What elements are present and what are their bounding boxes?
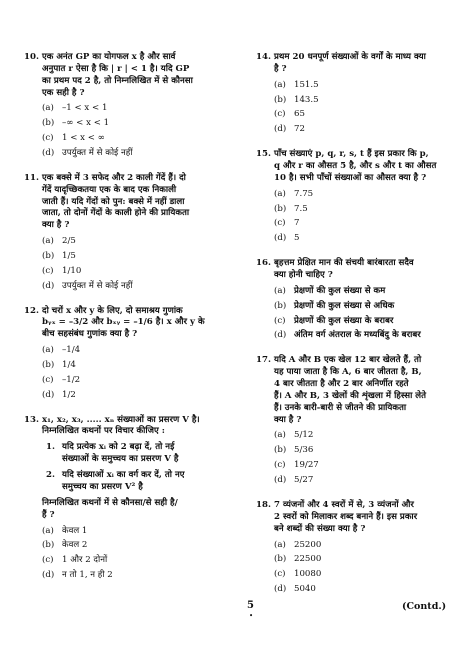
option-b: [42, 251, 236, 263]
options: [42, 236, 236, 292]
question-11: [24, 173, 236, 293]
options: [42, 345, 236, 401]
question-text: [274, 500, 456, 536]
option-text: प्रेक्षणों की कुल संख्या के बराबर: [294, 315, 394, 326]
question-line: गेंदें यादृच्छिकतया एक के बाद एक निकाली: [42, 184, 177, 195]
question-number: 18.: [256, 499, 271, 510]
option-a: [274, 540, 456, 552]
question-line: बृहत्तम प्रेक्षित मान की संचयी बारंबारता सदैव: [274, 258, 414, 269]
option-text: 1 और 2 दोनों: [62, 555, 108, 566]
option-a: [42, 526, 236, 538]
option-b: [274, 301, 456, 313]
question-text: [42, 52, 236, 99]
option-c: [274, 109, 456, 121]
question-number: 12.: [24, 305, 39, 316]
option-label: (a): [42, 525, 54, 536]
question-17: [256, 355, 456, 487]
option-label: (d): [274, 124, 287, 135]
statement-2: [42, 470, 236, 494]
option-a: [42, 103, 236, 115]
option-label: (a): [274, 539, 286, 550]
statement-number: 2.: [46, 470, 55, 481]
question-line: क्या होनी चाहिए ?: [274, 270, 333, 281]
question-number: 17.: [256, 355, 271, 366]
option-b: [274, 95, 456, 107]
option-label: (a): [42, 345, 54, 356]
option-label: (c): [274, 218, 286, 229]
option-text: प्रेक्षणों की कुल संख्या से कम: [294, 285, 386, 296]
option-label: (b): [274, 203, 287, 214]
option-label: (c): [42, 555, 54, 566]
option-d: [274, 475, 456, 487]
question-13: [24, 415, 236, 582]
question-line: है ?: [274, 63, 287, 74]
question-line: बने शब्दों की संख्या क्या है ?: [274, 523, 366, 534]
option-label: (c): [42, 265, 54, 276]
question-number: 16.: [256, 258, 271, 269]
option-text: 5/27: [294, 475, 314, 486]
option-text: 72: [294, 124, 305, 135]
option-d: [42, 148, 236, 160]
statement-1: [42, 442, 236, 466]
option-text: –1/4: [62, 345, 81, 356]
question-line: bᵧₓ = –3/2 और bₓᵧ = –1/6 है। x और y के: [42, 317, 205, 328]
question-line: पाँच संख्याएं p, q, r, s, t हैं इस प्रकार कि p,: [274, 149, 429, 160]
option-label: (a): [42, 236, 54, 247]
option-label: (b): [42, 251, 55, 262]
option-label: (c): [274, 460, 286, 471]
option-text: 5/36: [294, 445, 314, 456]
question-line: 7 व्यंजनों और 4 स्वरों में से, 3 व्यंजनों और: [274, 499, 414, 510]
option-label: (b): [42, 540, 55, 551]
question-line: हैं ?: [42, 509, 55, 520]
option-d: [42, 570, 236, 582]
statement-line: समुच्चय का प्रसरण V² है: [62, 481, 143, 492]
option-text: 1/10: [62, 265, 82, 276]
option-c: [274, 460, 456, 472]
question-line: q और r का औसत 5 है, और s और t का औसत: [274, 161, 437, 172]
option-c: [274, 218, 456, 230]
option-d: [42, 390, 236, 402]
option-d: [274, 330, 456, 342]
question-text: [42, 306, 236, 342]
option-label: (a): [274, 79, 286, 90]
options: [274, 540, 456, 596]
option-a: [274, 286, 456, 298]
question-16: [256, 258, 456, 342]
question-line: यदि A और B एक खेल 12 बार खेलते हैं, तो: [274, 355, 422, 366]
question-line: निम्नलिखित कथनों में से कौनसा/से सही है/: [42, 497, 178, 508]
option-text: 5: [294, 233, 300, 244]
question-number: 14.: [256, 52, 271, 62]
option-label: (d): [42, 570, 55, 581]
question-text: [42, 173, 236, 232]
option-text: 1/5: [62, 251, 76, 262]
option-label: (d): [42, 389, 55, 400]
option-text: अंतिम वर्ग अंतराल के मध्यबिंदु के बराबर: [294, 330, 421, 341]
option-d: [42, 281, 236, 293]
option-b: [274, 204, 456, 216]
option-label: (b): [274, 554, 287, 565]
option-a: [42, 236, 236, 248]
option-a: [274, 80, 456, 92]
option-b: [42, 540, 236, 552]
question-line: जाता, तो दोनों गेंदों के काली होने की प्रायिकता: [42, 208, 190, 219]
option-text: केवल 2: [62, 540, 88, 551]
option-text: 65: [294, 109, 305, 120]
question-line: अनुपात r ऐसा है कि | r | < 1 है। यदि GP: [42, 63, 190, 74]
option-b: [274, 445, 456, 457]
question-line: एक सही है ?: [42, 87, 85, 98]
question-text: [274, 52, 456, 76]
question-text: [274, 149, 456, 185]
option-text: 5/12: [294, 430, 314, 441]
question-line: दो चरों x और y के लिए, दो समाश्रय गुणांक: [42, 305, 183, 316]
option-label: (a): [274, 430, 286, 441]
option-text: 7: [294, 218, 300, 229]
option-text: –∞ < x < 1: [62, 118, 110, 129]
option-text: 1/2: [62, 389, 76, 400]
statement-line: यदि प्रत्येक xᵢ को 2 बढ़ा दें, तो नई: [62, 442, 175, 453]
options: [274, 80, 456, 136]
option-d: [274, 233, 456, 245]
question-18: [256, 500, 456, 596]
question-line: का प्रथम पद 2 है, तो निम्नलिखित में से कौनसा: [42, 75, 193, 86]
option-label: (a): [274, 285, 286, 296]
statement-number: 1.: [46, 442, 55, 453]
option-text: केवल 1: [62, 525, 88, 536]
question-line: यह पाया जाता है कि A, 6 बार जीतता है, B,: [274, 367, 422, 378]
question-15: [256, 149, 456, 245]
option-label: (d): [42, 280, 55, 291]
option-c: [42, 375, 236, 387]
question-line: एक अनंत GP का योगफल x है और सार्व: [42, 52, 176, 62]
left-column: [24, 52, 236, 585]
question-12: [24, 306, 236, 402]
option-text: 1 < x < ∞: [62, 133, 105, 144]
option-label: (b): [42, 360, 55, 371]
option-label: (d): [274, 584, 287, 595]
option-label: (c): [274, 109, 286, 120]
page-mark: •: [249, 612, 254, 620]
page-number: 5: [247, 600, 254, 611]
option-label: (b): [274, 94, 287, 105]
question-line: 4 बार जीतता है और 2 बार अनिर्णीत रहते: [274, 379, 409, 390]
question-line: क्या है ?: [42, 220, 70, 231]
options: [274, 286, 456, 342]
continued-label: (Contd.): [402, 601, 447, 612]
option-text: –1/2: [62, 374, 81, 385]
option-a: [42, 345, 236, 357]
option-label: (c): [42, 374, 54, 385]
option-label: (a): [42, 103, 54, 114]
option-a: [274, 189, 456, 201]
option-text: 22500: [294, 554, 322, 565]
option-text: 7.75: [294, 188, 314, 199]
option-label: (d): [42, 148, 55, 159]
option-label: (c): [274, 569, 286, 580]
option-text: 10080: [294, 569, 322, 580]
option-text: प्रेक्षणों की कुल संख्या से अधिक: [294, 300, 395, 311]
option-b: [274, 554, 456, 566]
question-text: [274, 258, 456, 282]
option-text: 1/4: [62, 360, 76, 371]
question-number: 10.: [24, 52, 39, 62]
option-c: [274, 569, 456, 581]
option-text: उपर्युक्त में से कोई नहीं: [62, 280, 133, 291]
option-b: [42, 118, 236, 130]
option-text: –1 < x < 1: [62, 103, 108, 114]
question-line: हैं। उनके बारी-बारी से जीतने की प्रायिकता: [274, 402, 407, 413]
option-text: 7.5: [294, 203, 308, 214]
question-line: बीच सहसंबंध गुणांक क्या है ?: [42, 329, 138, 340]
option-label: (d): [274, 475, 287, 486]
question-14: [256, 52, 456, 136]
option-text: 151.5: [294, 79, 319, 90]
question-line: जाती हैं। यदि गेंदों को पुन: बक्से में नहीं डाला: [42, 196, 185, 207]
option-text: 143.5: [294, 94, 319, 105]
option-c: [42, 266, 236, 278]
option-c: [42, 555, 236, 567]
right-column: [256, 52, 456, 599]
option-text: 2/5: [62, 236, 76, 247]
question-line: 10 है। सभी पाँचों संख्याओं का औसत क्या है ?: [274, 172, 427, 183]
option-label: (c): [42, 133, 54, 144]
statement-line: यदि संख्याओं xᵢ का वर्ग कर दें, तो नए: [62, 470, 185, 481]
question-10: [24, 52, 236, 160]
question-line: निम्नलिखित कथनों पर विचार कीजिए :: [42, 426, 165, 437]
option-text: 19/27: [294, 460, 319, 471]
option-text: 25200: [294, 539, 322, 550]
option-text: न तो 1, न ही 2: [62, 570, 113, 581]
option-text: 5040: [294, 584, 316, 595]
option-c: [274, 316, 456, 328]
options: [42, 103, 236, 159]
option-d: [274, 124, 456, 136]
options: [42, 526, 236, 582]
option-b: [42, 360, 236, 372]
option-label: (d): [274, 330, 287, 341]
option-text: उपर्युक्त में से कोई नहीं: [62, 148, 133, 159]
options: [274, 189, 456, 245]
question-text: [274, 355, 456, 426]
question-number: 13.: [24, 414, 39, 425]
option-label: (b): [274, 300, 287, 311]
option-label: (d): [274, 233, 287, 244]
question-text: [42, 415, 236, 522]
question-line: क्या है ?: [274, 414, 302, 425]
question-line: प्रथम 20 धनपूर्ण संख्याओं के वर्गों के माध्य क्या: [274, 52, 426, 62]
question-line: हैं। A और B, 3 खेलों की शृंखला में हिस्सा लेते: [274, 390, 427, 401]
option-label: (a): [274, 188, 286, 199]
options: [274, 430, 456, 486]
option-label: (b): [42, 118, 55, 129]
question-line: एक बक्से में 3 सफेद और 2 काली गेंदें हैं। दो: [42, 172, 186, 183]
question-line: 2 स्वरों को मिलाकर शब्द बनाने हैं। इस प्रकार: [274, 511, 418, 522]
statement-line: संख्याओं के समुच्चय का प्रसरण V है: [62, 454, 179, 465]
question-number: 15.: [256, 149, 271, 160]
option-label: (c): [274, 315, 286, 326]
question-number: 11.: [24, 172, 39, 183]
question-line: x₁, x₂, x₃, ..... xₙ संख्याओं का प्रसरण V है।: [42, 414, 200, 425]
option-d: [274, 584, 456, 596]
option-c: [42, 133, 236, 145]
option-label: (b): [274, 445, 287, 456]
option-a: [274, 430, 456, 442]
